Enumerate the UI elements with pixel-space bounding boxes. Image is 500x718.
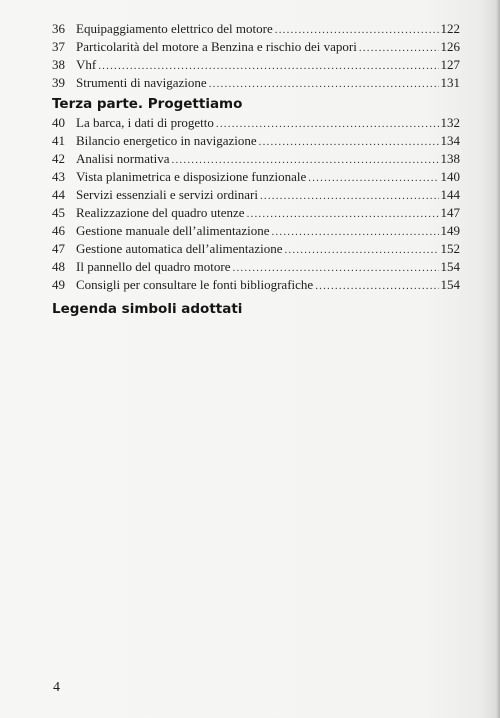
entry-title: Equipaggiamento elettrico del motore bbox=[76, 21, 273, 36]
entry-number: 47 bbox=[52, 241, 65, 256]
toc-entry bbox=[52, 222, 460, 240]
dot-leader bbox=[233, 259, 439, 277]
entry-number: 41 bbox=[52, 133, 65, 148]
entry-title: Vhf bbox=[76, 57, 97, 72]
entry-title: Strumenti di navigazione bbox=[76, 75, 207, 90]
toc-entry bbox=[52, 20, 460, 38]
entry-page: 147 bbox=[440, 205, 460, 220]
toc-entry bbox=[52, 240, 460, 258]
entry-title: La barca, i dati di progetto bbox=[76, 115, 214, 130]
entry-number: 38 bbox=[52, 57, 65, 72]
legend-heading: Legenda simboli adottati bbox=[52, 301, 243, 317]
entry-number: 46 bbox=[52, 223, 65, 238]
entry-page: 134 bbox=[440, 133, 460, 148]
toc-entry bbox=[52, 204, 460, 222]
entry-title: Particolarità del motore a Benzina e rischio dei vapori bbox=[76, 39, 357, 54]
toc-entry bbox=[52, 276, 460, 294]
entry-number: 49 bbox=[52, 277, 65, 292]
entry-page: 132 bbox=[440, 115, 460, 130]
entry-page: 122 bbox=[440, 21, 460, 36]
entry-title: Gestione manuale dell’alimentazione bbox=[76, 223, 270, 238]
dot-leader bbox=[98, 57, 438, 75]
entry-title: Gestione automatica dell’alimentazione bbox=[76, 241, 283, 256]
entry-page: 138 bbox=[440, 151, 460, 166]
entry-number: 44 bbox=[52, 187, 65, 202]
entry-page: 154 bbox=[440, 277, 460, 292]
dot-leader bbox=[172, 151, 439, 169]
entry-number: 43 bbox=[52, 169, 65, 184]
dot-leader bbox=[209, 75, 439, 93]
entry-title: Vista planimetrica e disposizione funzionale bbox=[76, 169, 307, 184]
toc-entry bbox=[52, 150, 460, 168]
entry-title: Il pannello del quadro motore bbox=[76, 259, 231, 274]
toc-group-a bbox=[52, 20, 460, 92]
entry-page: 154 bbox=[440, 259, 460, 274]
entry-number: 36 bbox=[52, 21, 65, 36]
entry-title: Servizi essenziali e servizi ordinari bbox=[76, 187, 258, 202]
entry-page: 131 bbox=[440, 75, 460, 90]
entry-page: 127 bbox=[440, 57, 460, 72]
entry-title: Consigli per consultare le fonti bibliografiche bbox=[76, 277, 314, 292]
dot-leader bbox=[284, 241, 438, 259]
dot-leader bbox=[247, 205, 439, 223]
toc-entry bbox=[52, 132, 460, 150]
toc-entry bbox=[52, 186, 460, 204]
toc-entry bbox=[52, 74, 460, 92]
entry-number: 40 bbox=[52, 115, 65, 130]
entry-page: 126 bbox=[440, 39, 460, 54]
entry-page: 144 bbox=[440, 187, 460, 202]
dot-leader bbox=[271, 223, 438, 241]
entry-number: 48 bbox=[52, 259, 65, 274]
page-edge-shadow bbox=[496, 0, 500, 718]
toc-entry bbox=[52, 56, 460, 74]
dot-leader bbox=[260, 187, 439, 205]
entry-page: 140 bbox=[440, 169, 460, 184]
page-number: 4 bbox=[53, 680, 60, 695]
entry-number: 37 bbox=[52, 39, 65, 54]
entry-number: 42 bbox=[52, 151, 65, 166]
entry-page: 149 bbox=[440, 223, 460, 238]
toc-entry bbox=[52, 38, 460, 56]
section-heading: Terza parte. Progettiamo bbox=[52, 96, 243, 112]
table-of-contents bbox=[52, 20, 460, 319]
dot-leader bbox=[259, 133, 439, 151]
entry-title: Bilancio energetico in navigazione bbox=[76, 133, 257, 148]
entry-title: Analisi normativa bbox=[76, 151, 170, 166]
dot-leader bbox=[315, 277, 438, 295]
dot-leader bbox=[308, 169, 438, 187]
toc-entry bbox=[52, 114, 460, 132]
dot-leader bbox=[275, 21, 439, 39]
toc-entry bbox=[52, 168, 460, 186]
toc-entry bbox=[52, 258, 460, 276]
entry-number: 45 bbox=[52, 205, 65, 220]
dot-leader bbox=[359, 39, 439, 57]
entry-page: 152 bbox=[440, 241, 460, 256]
entry-title: Realizzazione del quadro utenze bbox=[76, 205, 245, 220]
entry-number: 39 bbox=[52, 75, 65, 90]
dot-leader bbox=[216, 115, 439, 133]
toc-group-b bbox=[52, 114, 460, 294]
